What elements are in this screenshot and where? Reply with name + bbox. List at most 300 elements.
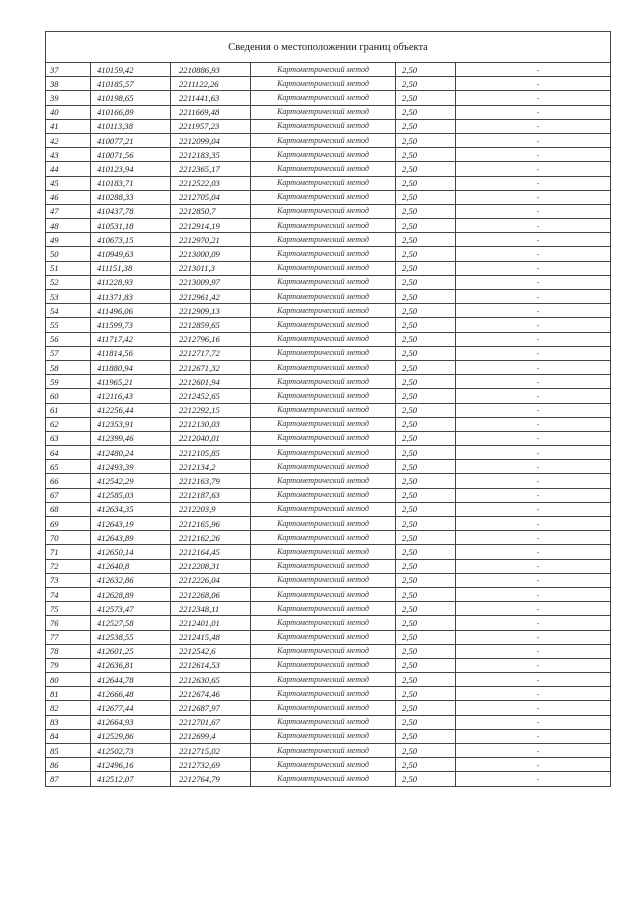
x-coordinate: 412636,81 [91, 658, 171, 672]
determination-method: Картометрический метод [251, 602, 396, 616]
description-cell: - [456, 148, 611, 162]
precision-value: 2,50 [396, 360, 456, 374]
x-coordinate: 411228,93 [91, 275, 171, 289]
precision-value: 2,50 [396, 658, 456, 672]
precision-value: 2,50 [396, 105, 456, 119]
precision-value: 2,50 [396, 517, 456, 531]
point-number: 75 [46, 602, 91, 616]
point-number: 83 [46, 715, 91, 729]
determination-method: Картометрический метод [251, 573, 396, 587]
precision-value: 2,50 [396, 91, 456, 105]
description-cell: - [456, 687, 611, 701]
table-row [46, 701, 611, 715]
precision-value: 2,50 [396, 119, 456, 133]
y-coordinate: 2212630,65 [171, 673, 251, 687]
point-number: 64 [46, 446, 91, 460]
table-row [46, 517, 611, 531]
description-cell: - [456, 573, 611, 587]
precision-value: 2,50 [396, 431, 456, 445]
determination-method: Картометрический метод [251, 616, 396, 630]
point-number: 70 [46, 531, 91, 545]
determination-method: Картометрический метод [251, 729, 396, 743]
x-coordinate: 412502,73 [91, 744, 171, 758]
y-coordinate: 2213011,3 [171, 261, 251, 275]
y-coordinate: 2211669,48 [171, 105, 251, 119]
y-coordinate: 2212909,13 [171, 304, 251, 318]
x-coordinate: 412542,29 [91, 474, 171, 488]
point-number: 63 [46, 431, 91, 445]
x-coordinate: 410288,33 [91, 190, 171, 204]
determination-method: Картометрический метод [251, 758, 396, 772]
table-row [46, 531, 611, 545]
precision-value: 2,50 [396, 417, 456, 431]
table-row [46, 105, 611, 119]
description-cell: - [456, 77, 611, 91]
table-row [46, 644, 611, 658]
y-coordinate: 2212614,53 [171, 658, 251, 672]
y-coordinate: 2212105,85 [171, 446, 251, 460]
x-coordinate: 410071,56 [91, 148, 171, 162]
determination-method: Картометрический метод [251, 318, 396, 332]
description-cell: - [456, 190, 611, 204]
precision-value: 2,50 [396, 148, 456, 162]
description-cell: - [456, 133, 611, 147]
y-coordinate: 2212914,19 [171, 219, 251, 233]
determination-method: Картометрический метод [251, 701, 396, 715]
y-coordinate: 2212452,65 [171, 389, 251, 403]
table-row [46, 446, 611, 460]
table-row [46, 204, 611, 218]
determination-method: Картометрический метод [251, 531, 396, 545]
description-cell: - [456, 176, 611, 190]
determination-method: Картометрический метод [251, 715, 396, 729]
description-cell: - [456, 290, 611, 304]
determination-method: Картометрический метод [251, 687, 396, 701]
y-coordinate: 2212365,17 [171, 162, 251, 176]
y-coordinate: 2212674,46 [171, 687, 251, 701]
y-coordinate: 2212164,45 [171, 545, 251, 559]
precision-value: 2,50 [396, 616, 456, 630]
point-number: 45 [46, 176, 91, 190]
point-number: 78 [46, 644, 91, 658]
description-cell: - [456, 162, 611, 176]
description-cell: - [456, 360, 611, 374]
description-cell: - [456, 758, 611, 772]
table-row [46, 119, 611, 133]
table-row [46, 148, 611, 162]
precision-value: 2,50 [396, 346, 456, 360]
point-number: 42 [46, 133, 91, 147]
point-number: 38 [46, 77, 91, 91]
point-number: 85 [46, 744, 91, 758]
y-coordinate: 2211122,26 [171, 77, 251, 91]
table-row [46, 275, 611, 289]
y-coordinate: 2213000,09 [171, 247, 251, 261]
point-number: 80 [46, 673, 91, 687]
x-coordinate: 412480,24 [91, 446, 171, 460]
y-coordinate: 2212099,04 [171, 133, 251, 147]
determination-method: Картометрический метод [251, 233, 396, 247]
precision-value: 2,50 [396, 758, 456, 772]
table-row [46, 658, 611, 672]
x-coordinate: 412644,78 [91, 673, 171, 687]
table-title-row [46, 32, 611, 63]
determination-method: Картометрический метод [251, 389, 396, 403]
description-cell: - [456, 261, 611, 275]
determination-method: Картометрический метод [251, 304, 396, 318]
determination-method: Картометрический метод [251, 502, 396, 516]
y-coordinate: 2212859,65 [171, 318, 251, 332]
description-cell: - [456, 517, 611, 531]
point-number: 50 [46, 247, 91, 261]
precision-value: 2,50 [396, 715, 456, 729]
point-number: 76 [46, 616, 91, 630]
description-cell: - [456, 304, 611, 318]
x-coordinate: 412256,44 [91, 403, 171, 417]
precision-value: 2,50 [396, 162, 456, 176]
coordinates-table-body [46, 63, 611, 787]
table-row [46, 162, 611, 176]
table-row [46, 389, 611, 403]
determination-method: Картометрический метод [251, 673, 396, 687]
y-coordinate: 2212208,31 [171, 559, 251, 573]
x-coordinate: 411814,56 [91, 346, 171, 360]
point-number: 55 [46, 318, 91, 332]
precision-value: 2,50 [396, 176, 456, 190]
precision-value: 2,50 [396, 204, 456, 218]
determination-method: Картометрический метод [251, 658, 396, 672]
precision-value: 2,50 [396, 772, 456, 786]
point-number: 54 [46, 304, 91, 318]
point-number: 43 [46, 148, 91, 162]
table-row [46, 687, 611, 701]
table-row [46, 233, 611, 247]
description-cell: - [456, 658, 611, 672]
description-cell: - [456, 644, 611, 658]
point-number: 52 [46, 275, 91, 289]
table-row [46, 318, 611, 332]
precision-value: 2,50 [396, 261, 456, 275]
y-coordinate: 2212134,2 [171, 460, 251, 474]
table-row [46, 360, 611, 374]
x-coordinate: 412640,8 [91, 559, 171, 573]
determination-method: Картометрический метод [251, 247, 396, 261]
determination-method: Картометрический метод [251, 346, 396, 360]
point-number: 61 [46, 403, 91, 417]
y-coordinate: 2212542,6 [171, 644, 251, 658]
table-row [46, 332, 611, 346]
determination-method: Картометрический метод [251, 119, 396, 133]
determination-method: Картометрический метод [251, 77, 396, 91]
determination-method: Картометрический метод [251, 474, 396, 488]
y-coordinate: 2212687,97 [171, 701, 251, 715]
point-number: 62 [46, 417, 91, 431]
precision-value: 2,50 [396, 502, 456, 516]
y-coordinate: 2212268,06 [171, 587, 251, 601]
point-number: 72 [46, 559, 91, 573]
table-row [46, 403, 611, 417]
determination-method: Картометрический метод [251, 176, 396, 190]
table-row [46, 91, 611, 105]
description-cell: - [456, 63, 611, 77]
x-coordinate: 412643,19 [91, 517, 171, 531]
determination-method: Картометрический метод [251, 460, 396, 474]
y-coordinate: 2212699,4 [171, 729, 251, 743]
precision-value: 2,50 [396, 474, 456, 488]
x-coordinate: 412585,03 [91, 488, 171, 502]
precision-value: 2,50 [396, 63, 456, 77]
point-number: 79 [46, 658, 91, 672]
description-cell: - [456, 744, 611, 758]
coordinates-table [45, 31, 611, 787]
y-coordinate: 2212715,02 [171, 744, 251, 758]
table-row [46, 304, 611, 318]
table-row [46, 460, 611, 474]
point-number: 60 [46, 389, 91, 403]
precision-value: 2,50 [396, 403, 456, 417]
description-cell: - [456, 346, 611, 360]
table-row [46, 559, 611, 573]
description-cell: - [456, 460, 611, 474]
determination-method: Картометрический метод [251, 375, 396, 389]
x-coordinate: 410123,94 [91, 162, 171, 176]
determination-method: Картометрический метод [251, 360, 396, 374]
table-row [46, 729, 611, 743]
point-number: 59 [46, 375, 91, 389]
determination-method: Картометрический метод [251, 190, 396, 204]
x-coordinate: 412573,47 [91, 602, 171, 616]
x-coordinate: 412628,89 [91, 587, 171, 601]
description-cell: - [456, 275, 611, 289]
description-cell: - [456, 602, 611, 616]
description-cell: - [456, 630, 611, 644]
precision-value: 2,50 [396, 729, 456, 743]
determination-method: Картометрический метод [251, 517, 396, 531]
description-cell: - [456, 389, 611, 403]
table-row [46, 715, 611, 729]
y-coordinate: 2212705,04 [171, 190, 251, 204]
precision-value: 2,50 [396, 275, 456, 289]
precision-value: 2,50 [396, 701, 456, 715]
description-cell: - [456, 729, 611, 743]
point-number: 53 [46, 290, 91, 304]
point-number: 49 [46, 233, 91, 247]
table-row [46, 290, 611, 304]
description-cell: - [456, 715, 611, 729]
x-coordinate: 411599,73 [91, 318, 171, 332]
table-row [46, 176, 611, 190]
x-coordinate: 410531,18 [91, 219, 171, 233]
table-row [46, 630, 611, 644]
description-cell: - [456, 502, 611, 516]
x-coordinate: 410198,65 [91, 91, 171, 105]
x-coordinate: 412632,86 [91, 573, 171, 587]
description-cell: - [456, 204, 611, 218]
x-coordinate: 410113,38 [91, 119, 171, 133]
point-number: 41 [46, 119, 91, 133]
precision-value: 2,50 [396, 744, 456, 758]
y-coordinate: 2212717,72 [171, 346, 251, 360]
table-row [46, 587, 611, 601]
determination-method: Картометрический метод [251, 630, 396, 644]
determination-method: Картометрический метод [251, 332, 396, 346]
x-coordinate: 411496,06 [91, 304, 171, 318]
determination-method: Картометрический метод [251, 644, 396, 658]
description-cell: - [456, 488, 611, 502]
y-coordinate: 2212292,15 [171, 403, 251, 417]
table-row [46, 602, 611, 616]
x-coordinate: 410949,63 [91, 247, 171, 261]
description-cell: - [456, 119, 611, 133]
point-number: 86 [46, 758, 91, 772]
y-coordinate: 2212522,03 [171, 176, 251, 190]
point-number: 67 [46, 488, 91, 502]
determination-method: Картометрический метод [251, 488, 396, 502]
x-coordinate: 411880,94 [91, 360, 171, 374]
y-coordinate: 2211441,63 [171, 91, 251, 105]
point-number: 40 [46, 105, 91, 119]
point-number: 69 [46, 517, 91, 531]
precision-value: 2,50 [396, 559, 456, 573]
description-cell: - [456, 474, 611, 488]
determination-method: Картометрический метод [251, 261, 396, 275]
precision-value: 2,50 [396, 602, 456, 616]
x-coordinate: 412677,44 [91, 701, 171, 715]
description-cell: - [456, 105, 611, 119]
x-coordinate: 410673,15 [91, 233, 171, 247]
x-coordinate: 412512,07 [91, 772, 171, 786]
description-cell: - [456, 545, 611, 559]
point-number: 84 [46, 729, 91, 743]
point-number: 74 [46, 587, 91, 601]
y-coordinate: 2212796,16 [171, 332, 251, 346]
point-number: 68 [46, 502, 91, 516]
description-cell: - [456, 616, 611, 630]
description-cell: - [456, 403, 611, 417]
table-row [46, 346, 611, 360]
x-coordinate: 412399,46 [91, 431, 171, 445]
table-row [46, 431, 611, 445]
precision-value: 2,50 [396, 545, 456, 559]
y-coordinate: 2210886,93 [171, 63, 251, 77]
table-row [46, 375, 611, 389]
point-number: 82 [46, 701, 91, 715]
y-coordinate: 2212203,9 [171, 502, 251, 516]
x-coordinate: 411717,42 [91, 332, 171, 346]
x-coordinate: 412116,43 [91, 389, 171, 403]
y-coordinate: 2212348,11 [171, 602, 251, 616]
y-coordinate: 2212187,63 [171, 488, 251, 502]
determination-method: Картометрический метод [251, 431, 396, 445]
x-coordinate: 410185,57 [91, 77, 171, 91]
x-coordinate: 411151,38 [91, 261, 171, 275]
table-row [46, 488, 611, 502]
description-cell: - [456, 233, 611, 247]
x-coordinate: 410437,78 [91, 204, 171, 218]
y-coordinate: 2212961,42 [171, 290, 251, 304]
point-number: 39 [46, 91, 91, 105]
determination-method: Картометрический метод [251, 105, 396, 119]
table-row [46, 758, 611, 772]
precision-value: 2,50 [396, 77, 456, 91]
determination-method: Картометрический метод [251, 290, 396, 304]
x-coordinate: 410159,42 [91, 63, 171, 77]
description-cell: - [456, 559, 611, 573]
table-row [46, 247, 611, 261]
determination-method: Картометрический метод [251, 587, 396, 601]
description-cell: - [456, 91, 611, 105]
x-coordinate: 412527,58 [91, 616, 171, 630]
x-coordinate: 410183,71 [91, 176, 171, 190]
y-coordinate: 2212162,26 [171, 531, 251, 545]
point-number: 81 [46, 687, 91, 701]
y-coordinate: 2212401,01 [171, 616, 251, 630]
precision-value: 2,50 [396, 573, 456, 587]
table-row [46, 63, 611, 77]
description-cell: - [456, 332, 611, 346]
point-number: 46 [46, 190, 91, 204]
table-title: Сведения о местоположении границ объекта [46, 32, 611, 63]
point-number: 37 [46, 63, 91, 77]
table-row [46, 545, 611, 559]
table-row [46, 190, 611, 204]
precision-value: 2,50 [396, 389, 456, 403]
point-number: 77 [46, 630, 91, 644]
x-coordinate: 412353,91 [91, 417, 171, 431]
y-coordinate: 2212183,35 [171, 148, 251, 162]
y-coordinate: 2212130,03 [171, 417, 251, 431]
description-cell: - [456, 247, 611, 261]
x-coordinate: 410077,21 [91, 133, 171, 147]
point-number: 87 [46, 772, 91, 786]
coordinates-sheet [45, 31, 610, 787]
table-row [46, 502, 611, 516]
determination-method: Картометрический метод [251, 417, 396, 431]
point-number: 47 [46, 204, 91, 218]
precision-value: 2,50 [396, 290, 456, 304]
determination-method: Картометрический метод [251, 446, 396, 460]
precision-value: 2,50 [396, 375, 456, 389]
y-coordinate: 2212671,32 [171, 360, 251, 374]
point-number: 66 [46, 474, 91, 488]
precision-value: 2,50 [396, 630, 456, 644]
y-coordinate: 2212165,96 [171, 517, 251, 531]
x-coordinate: 412643,89 [91, 531, 171, 545]
y-coordinate: 2213009,97 [171, 275, 251, 289]
point-number: 73 [46, 573, 91, 587]
x-coordinate: 412493,39 [91, 460, 171, 474]
y-coordinate: 2212226,04 [171, 573, 251, 587]
table-row [46, 616, 611, 630]
x-coordinate: 411965,21 [91, 375, 171, 389]
description-cell: - [456, 219, 611, 233]
determination-method: Картометрический метод [251, 559, 396, 573]
table-row [46, 744, 611, 758]
determination-method: Картометрический метод [251, 744, 396, 758]
precision-value: 2,50 [396, 318, 456, 332]
y-coordinate: 2211957,23 [171, 119, 251, 133]
table-row [46, 261, 611, 275]
y-coordinate: 2212764,79 [171, 772, 251, 786]
point-number: 65 [46, 460, 91, 474]
determination-method: Картометрический метод [251, 148, 396, 162]
precision-value: 2,50 [396, 304, 456, 318]
precision-value: 2,50 [396, 687, 456, 701]
x-coordinate: 411371,83 [91, 290, 171, 304]
table-row [46, 133, 611, 147]
x-coordinate: 410166,89 [91, 105, 171, 119]
point-number: 48 [46, 219, 91, 233]
